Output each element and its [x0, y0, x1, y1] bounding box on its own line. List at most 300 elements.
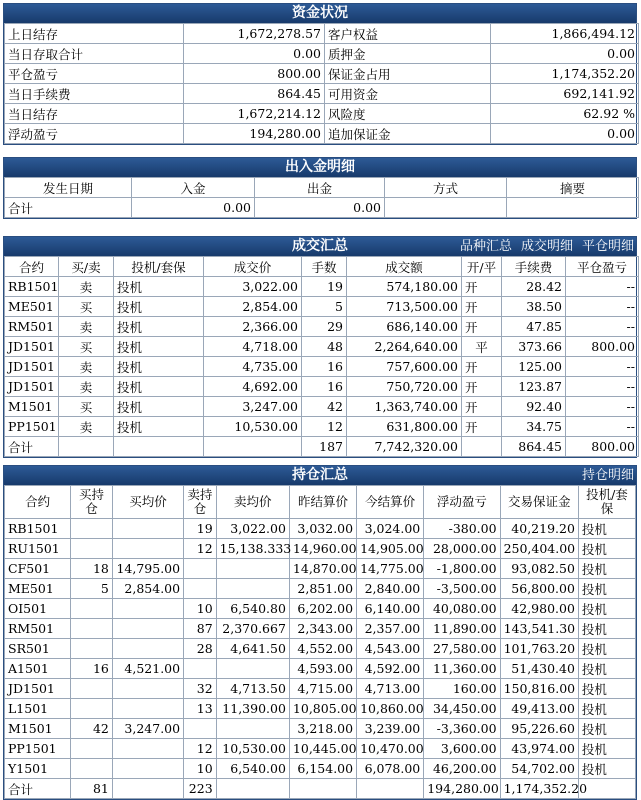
position-row	[5, 659, 636, 679]
trade-cell: 开	[462, 317, 502, 337]
position-cell: 40,219.20	[500, 519, 578, 539]
total-label: 合计	[5, 198, 132, 218]
trade-cell: 4,692.00	[204, 377, 302, 397]
trade-cell: 卖	[59, 417, 114, 437]
empty-cell	[112, 779, 183, 799]
position-cell: 14,775.00	[357, 559, 424, 579]
position-cell	[71, 539, 113, 559]
trade-row	[5, 417, 639, 437]
trade-cell: 92.40	[502, 397, 566, 417]
position-cell: 3,032.00	[289, 519, 356, 539]
position-cell: 18	[71, 559, 113, 579]
total-sell-position: 223	[184, 779, 217, 799]
position-cell: 投机	[578, 579, 635, 599]
col-header: 买均价	[112, 486, 183, 519]
position-cell: 3,218.00	[289, 719, 356, 739]
trade-cell: 4,735.00	[204, 357, 302, 377]
position-row	[5, 739, 636, 759]
trade-cell: 2,854.00	[204, 297, 302, 317]
position-cell: 4,552.00	[289, 639, 356, 659]
position-cell: 101,763.20	[500, 639, 578, 659]
link-variety-summary[interactable]: 品种汇总	[459, 239, 512, 254]
position-cell: 10,470.00	[357, 739, 424, 759]
position-cell: 4,715.00	[289, 679, 356, 699]
col-header: 平仓盈亏	[566, 257, 639, 277]
position-cell: 4,713.50	[216, 679, 289, 699]
trade-links	[451, 237, 634, 256]
position-cell: 14,960.00	[289, 539, 356, 559]
position-cell: 14,870.00	[289, 559, 356, 579]
trade-cell: 投机	[114, 337, 204, 357]
col-header: 成交额	[347, 257, 462, 277]
position-cell: 6,540.00	[216, 759, 289, 779]
trade-cell: 750,720.00	[347, 377, 462, 397]
position-cell: 投机	[578, 599, 635, 619]
empty-cell	[204, 437, 302, 457]
fund-label: 当日结存	[5, 104, 184, 124]
trade-cell: 卖	[59, 277, 114, 297]
total-fee: 864.45	[502, 437, 566, 457]
deposit-panel	[3, 157, 637, 219]
trade-cell: 125.00	[502, 357, 566, 377]
position-cell: -380.00	[424, 519, 500, 539]
trade-cell: 2,366.00	[204, 317, 302, 337]
position-cell	[216, 719, 289, 739]
trade-cell: 开	[462, 377, 502, 397]
fund-status-title: 资金状况	[4, 4, 636, 23]
link-trade-detail[interactable]: 成交明细	[520, 239, 573, 254]
position-row	[5, 519, 636, 539]
col-header: 卖均价	[216, 486, 289, 519]
position-cell: 28,000.00	[424, 539, 500, 559]
trade-cell: --	[566, 377, 639, 397]
position-cell: 10,860.00	[357, 699, 424, 719]
position-cell: 2,357.00	[357, 619, 424, 639]
fund-value: 692,141.92	[491, 84, 639, 104]
trade-cell: RB1501	[5, 277, 59, 297]
trade-cell: 42	[302, 397, 347, 417]
position-cell: 10	[184, 599, 217, 619]
trade-total-row	[5, 437, 639, 457]
position-header-row	[5, 486, 636, 519]
trade-cell: --	[566, 317, 639, 337]
fund-status-panel	[3, 3, 637, 145]
trade-cell: 686,140.00	[347, 317, 462, 337]
position-cell: 投机	[578, 739, 635, 759]
position-cell: PP1501	[5, 739, 71, 759]
trade-cell: 757,600.00	[347, 357, 462, 377]
total-label: 合计	[5, 437, 59, 457]
position-cell: 5	[71, 579, 113, 599]
trade-cell: 投机	[114, 417, 204, 437]
trade-cell: 800.00	[566, 337, 639, 357]
trade-cell: 10,530.00	[204, 417, 302, 437]
link-close-detail[interactable]: 平仓明细	[581, 239, 634, 254]
position-cell	[216, 579, 289, 599]
fund-label: 客户权益	[325, 24, 491, 44]
trade-summary-panel	[3, 236, 637, 458]
position-cell	[112, 619, 183, 639]
position-cell: 42,980.00	[500, 599, 578, 619]
fund-label: 当日手续费	[5, 84, 184, 104]
position-cell: 投机	[578, 619, 635, 639]
fund-label: 浮动盈亏	[5, 124, 184, 144]
fund-value: 0.00	[491, 44, 639, 64]
position-cell: ME501	[5, 579, 71, 599]
fund-label: 平仓盈亏	[5, 64, 184, 84]
empty-cell	[114, 437, 204, 457]
trade-cell: --	[566, 297, 639, 317]
fund-row	[5, 44, 639, 64]
position-cell: 4,713.00	[357, 679, 424, 699]
deposit-title: 出入金明细	[4, 158, 636, 177]
trade-row	[5, 297, 639, 317]
position-cell: 6,540.80	[216, 599, 289, 619]
position-summary-title	[4, 466, 636, 485]
total-amount: 7,742,320.00	[347, 437, 462, 457]
trade-cell: 4,718.00	[204, 337, 302, 357]
col-header: 合约	[5, 257, 59, 277]
col-header: 方式	[385, 178, 507, 198]
col-header: 投机/套保	[578, 486, 635, 519]
fund-row	[5, 84, 639, 104]
fund-label: 保证金占用	[325, 64, 491, 84]
total-buy-position: 81	[71, 779, 113, 799]
position-cell	[112, 519, 183, 539]
trade-cell: 投机	[114, 277, 204, 297]
position-cell: SR501	[5, 639, 71, 659]
position-cell: 3,600.00	[424, 739, 500, 759]
position-cell	[112, 679, 183, 699]
col-header: 昨结算价	[289, 486, 356, 519]
col-header: 开/平	[462, 257, 502, 277]
position-cell: 10,805.00	[289, 699, 356, 719]
total-close-pnl: 800.00	[566, 437, 639, 457]
position-cell: 3,024.00	[357, 519, 424, 539]
trade-cell: 买	[59, 297, 114, 317]
position-cell: -1,800.00	[424, 559, 500, 579]
trade-row	[5, 357, 639, 377]
trade-summary-title-text: 成交汇总	[292, 238, 348, 254]
trade-cell: 开	[462, 277, 502, 297]
position-summary-panel	[3, 465, 637, 800]
position-cell: 6,140.00	[357, 599, 424, 619]
trade-cell: 卖	[59, 317, 114, 337]
position-cell: 160.00	[424, 679, 500, 699]
trade-cell: JD1501	[5, 337, 59, 357]
col-header: 发生日期	[5, 178, 132, 198]
position-cell: 93,082.50	[500, 559, 578, 579]
trade-cell: 713,500.00	[347, 297, 462, 317]
position-row	[5, 539, 636, 559]
empty-cell	[289, 779, 356, 799]
position-cell: OI501	[5, 599, 71, 619]
col-header: 手续费	[502, 257, 566, 277]
position-row	[5, 719, 636, 739]
position-cell: 2,851.00	[289, 579, 356, 599]
position-cell: 3,247.00	[112, 719, 183, 739]
position-cell: 10,445.00	[289, 739, 356, 759]
trade-cell: 投机	[114, 317, 204, 337]
empty-cell	[216, 779, 289, 799]
deposit-table	[4, 177, 639, 218]
col-header: 投机/套保	[114, 257, 204, 277]
trade-cell: 开	[462, 397, 502, 417]
position-cell: 6,078.00	[357, 759, 424, 779]
position-cell: L1501	[5, 699, 71, 719]
position-row	[5, 699, 636, 719]
total-lots: 187	[302, 437, 347, 457]
position-cell: 28	[184, 639, 217, 659]
position-cell	[71, 699, 113, 719]
trade-cell: 平	[462, 337, 502, 357]
fund-value: 1,672,214.12	[184, 104, 325, 124]
position-cell: 13	[184, 699, 217, 719]
position-cell: 11,390.00	[216, 699, 289, 719]
position-cell	[112, 699, 183, 719]
fund-label: 风险度	[325, 104, 491, 124]
fund-row	[5, 64, 639, 84]
trade-row	[5, 337, 639, 357]
position-cell	[71, 519, 113, 539]
position-cell: 14,795.00	[112, 559, 183, 579]
position-cell	[184, 559, 217, 579]
trade-row	[5, 277, 639, 297]
position-cell: CF501	[5, 559, 71, 579]
position-cell: M1501	[5, 719, 71, 739]
fund-value: 0.00	[184, 44, 325, 64]
trade-cell: 3,247.00	[204, 397, 302, 417]
position-cell: 16	[71, 659, 113, 679]
trade-cell: 16	[302, 357, 347, 377]
position-cell: 4,593.00	[289, 659, 356, 679]
trade-cell: 3,022.00	[204, 277, 302, 297]
trade-cell: PP1501	[5, 417, 59, 437]
trade-cell: RM501	[5, 317, 59, 337]
position-cell: RB1501	[5, 519, 71, 539]
position-cell: 4,592.00	[357, 659, 424, 679]
trade-cell: 123.87	[502, 377, 566, 397]
position-cell: 15,138.333	[216, 539, 289, 559]
col-header: 出金	[255, 178, 385, 198]
empty-cell	[507, 198, 639, 218]
position-row	[5, 619, 636, 639]
position-cell: 投机	[578, 679, 635, 699]
trade-cell: 34.75	[502, 417, 566, 437]
trade-cell: 28.42	[502, 277, 566, 297]
position-cell	[112, 759, 183, 779]
position-cell: 投机	[578, 719, 635, 739]
position-cell: Y1501	[5, 759, 71, 779]
trade-cell: 买	[59, 397, 114, 417]
fund-value: 800.00	[184, 64, 325, 84]
fund-label: 可用资金	[325, 84, 491, 104]
position-cell: 3,022.00	[216, 519, 289, 539]
position-cell: 34,450.00	[424, 699, 500, 719]
total-margin: 1,174,352.20	[500, 779, 578, 799]
col-header: 浮动盈亏	[424, 486, 500, 519]
position-cell: 19	[184, 519, 217, 539]
position-cell: 14,905.00	[357, 539, 424, 559]
position-cell: 投机	[578, 639, 635, 659]
position-cell: 95,226.60	[500, 719, 578, 739]
position-cell: 6,202.00	[289, 599, 356, 619]
fund-label: 上日结存	[5, 24, 184, 44]
position-cell	[71, 639, 113, 659]
position-cell: 4,543.00	[357, 639, 424, 659]
fund-value: 194,280.00	[184, 124, 325, 144]
position-cell: 2,854.00	[112, 579, 183, 599]
col-header: 合约	[5, 486, 71, 519]
position-cell: 12	[184, 739, 217, 759]
trade-cell: JD1501	[5, 377, 59, 397]
trade-cell: ME501	[5, 297, 59, 317]
fund-value: 864.45	[184, 84, 325, 104]
position-row	[5, 579, 636, 599]
position-cell	[216, 659, 289, 679]
position-cell: 投机	[578, 659, 635, 679]
trade-cell: JD1501	[5, 357, 59, 377]
position-cell: 2,343.00	[289, 619, 356, 639]
empty-cell	[385, 198, 507, 218]
fund-status-table	[4, 23, 639, 144]
fund-row	[5, 24, 639, 44]
deposit-header-row	[5, 178, 639, 198]
trade-cell: 48	[302, 337, 347, 357]
trade-cell: 开	[462, 417, 502, 437]
position-cell: 2,840.00	[357, 579, 424, 599]
col-header: 买持仓	[71, 486, 113, 519]
position-cell: 43,974.00	[500, 739, 578, 759]
total-deposit-in: 0.00	[132, 198, 255, 218]
position-cell	[71, 679, 113, 699]
trade-cell: 373.66	[502, 337, 566, 357]
position-cell: -3,360.00	[424, 719, 500, 739]
trade-cell: --	[566, 417, 639, 437]
trade-cell: 卖	[59, 357, 114, 377]
col-header: 成交价	[204, 257, 302, 277]
position-cell: 54,702.00	[500, 759, 578, 779]
trade-cell: 38.50	[502, 297, 566, 317]
trade-cell: 2,264,640.00	[347, 337, 462, 357]
position-cell: 143,541.30	[500, 619, 578, 639]
position-cell	[112, 639, 183, 659]
empty-cell	[357, 779, 424, 799]
trade-cell: 12	[302, 417, 347, 437]
trade-cell: 投机	[114, 397, 204, 417]
position-cell: 250,404.00	[500, 539, 578, 559]
fund-value: 1,866,494.12	[491, 24, 639, 44]
position-row	[5, 759, 636, 779]
position-cell: 3,239.00	[357, 719, 424, 739]
trade-row	[5, 377, 639, 397]
fund-value: 0.00	[491, 124, 639, 144]
position-cell: 10	[184, 759, 217, 779]
trade-cell: 开	[462, 297, 502, 317]
fund-label: 当日存取合计	[5, 44, 184, 64]
trade-cell: 574,180.00	[347, 277, 462, 297]
col-header: 买/卖	[59, 257, 114, 277]
position-cell: 6,154.00	[289, 759, 356, 779]
position-summary-title-text: 持仓汇总	[292, 467, 348, 483]
fund-row	[5, 104, 639, 124]
empty-cell	[462, 437, 502, 457]
position-cell	[184, 579, 217, 599]
col-header: 入金	[132, 178, 255, 198]
trade-cell: --	[566, 357, 639, 377]
position-row	[5, 639, 636, 659]
position-cell: 27,580.00	[424, 639, 500, 659]
link-position-detail[interactable]: 持仓明细	[581, 468, 634, 483]
trade-cell: 投机	[114, 297, 204, 317]
position-cell	[184, 719, 217, 739]
position-cell	[216, 559, 289, 579]
position-cell: 46,200.00	[424, 759, 500, 779]
position-cell: 51,430.40	[500, 659, 578, 679]
position-cell: 2,370.667	[216, 619, 289, 639]
total-label: 合计	[5, 779, 71, 799]
position-cell: 4,521.00	[112, 659, 183, 679]
position-links	[573, 466, 634, 485]
trade-cell: 买	[59, 337, 114, 357]
fund-value: 1,174,352.20	[491, 64, 639, 84]
col-header: 手数	[302, 257, 347, 277]
position-row	[5, 599, 636, 619]
position-cell: 56,800.00	[500, 579, 578, 599]
trade-cell: --	[566, 397, 639, 417]
trade-row	[5, 397, 639, 417]
position-cell: 12	[184, 539, 217, 559]
col-header: 交易保证金	[500, 486, 578, 519]
trade-cell: 29	[302, 317, 347, 337]
trade-cell: --	[566, 277, 639, 297]
trade-cell: 卖	[59, 377, 114, 397]
position-cell: 11,890.00	[424, 619, 500, 639]
total-deposit-out: 0.00	[255, 198, 385, 218]
position-cell	[112, 599, 183, 619]
fund-value: 62.92 %	[491, 104, 639, 124]
position-cell: A1501	[5, 659, 71, 679]
position-cell: 投机	[578, 539, 635, 559]
total-floating-pnl: 194,280.00	[424, 779, 500, 799]
position-cell: 42	[71, 719, 113, 739]
position-cell: 40,080.00	[424, 599, 500, 619]
position-row	[5, 679, 636, 699]
position-total-row	[5, 779, 636, 799]
position-cell: RU1501	[5, 539, 71, 559]
position-cell: 49,413.00	[500, 699, 578, 719]
position-cell: RM501	[5, 619, 71, 639]
position-cell: 32	[184, 679, 217, 699]
trade-cell: 5	[302, 297, 347, 317]
position-table	[4, 485, 636, 799]
position-cell	[71, 619, 113, 639]
position-cell: 11,360.00	[424, 659, 500, 679]
deposit-total-row	[5, 198, 639, 218]
position-cell: JD1501	[5, 679, 71, 699]
trade-cell: 投机	[114, 357, 204, 377]
position-cell	[184, 659, 217, 679]
position-cell: 投机	[578, 559, 635, 579]
position-cell: 10,530.00	[216, 739, 289, 759]
position-row	[5, 559, 636, 579]
trade-row	[5, 317, 639, 337]
position-cell: -3,500.00	[424, 579, 500, 599]
position-cell: 150,816.00	[500, 679, 578, 699]
trade-cell: 开	[462, 357, 502, 377]
position-cell	[71, 739, 113, 759]
trade-cell: 19	[302, 277, 347, 297]
